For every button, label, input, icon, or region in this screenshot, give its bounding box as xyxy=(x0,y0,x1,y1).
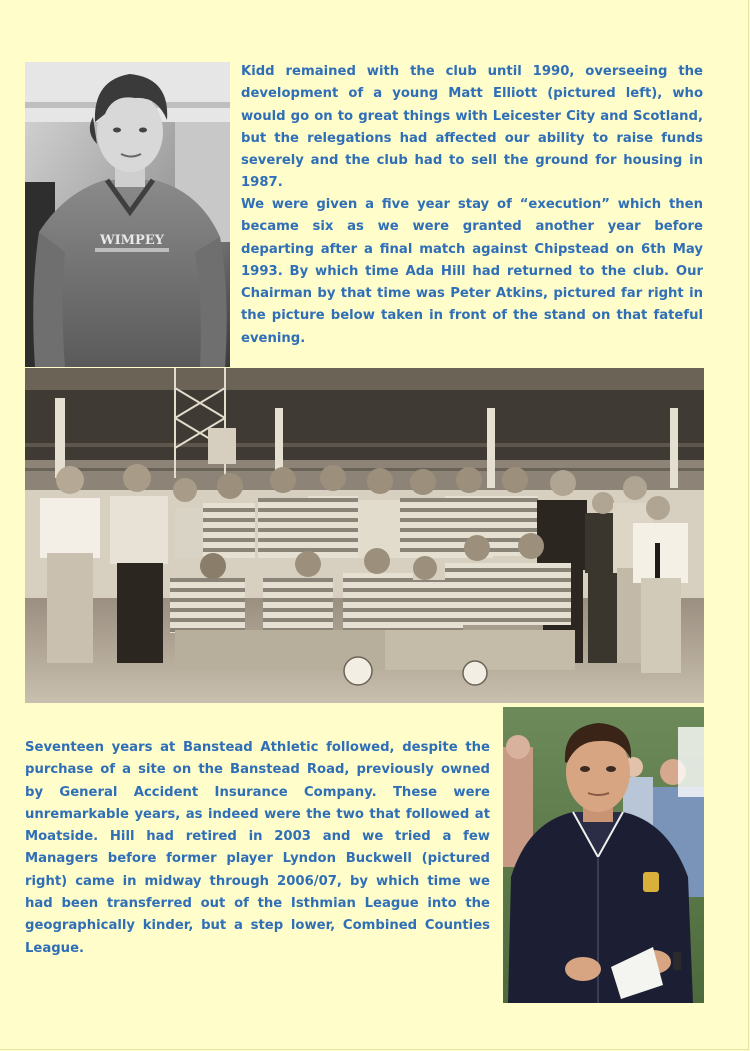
team-photo xyxy=(25,368,704,703)
lyndon-buckwell-photo xyxy=(503,707,704,1003)
paragraph-execution: We were given a five year stay of “execution” which then became six as we were granted another year before departing after a final match against Chipstead on 6th May 1993. By which time Ada Hill had returned to the club. Our Chairman by that time was Peter Atkins, pictured far right in the picture below taken in front of the stand on that fateful evening. xyxy=(241,197,703,346)
paragraph-banstead: Seventeen years at Banstead Athletic followed, despite the purchase of a site on the Banstead Road, previously owned by General Accident Insurance Company. These were unremarkable years, as indeed were the two that followed at Moatside. Hill had retired in 2003 and we tried a few Managers before former player Lyndon Buckwell (pictured right) came in midway through 2006/07, by which time we had been transferred out of the Isthmian League into the geographically kinder, but a step lower, Combined Counties League. xyxy=(25,740,490,956)
shirt-sponsor-text: WIMPEY xyxy=(99,233,165,248)
matt-elliott-photo xyxy=(25,62,230,367)
paragraph-kidd: Kidd remained with the club until 1990, overseeing the development of a young Matt Elliott (pictured left), who would go on to great things with Leicester City and Scotland, but the relegations had affected our ability to raise funds severely and the club had to sell the ground for housing in 1987. xyxy=(241,64,703,191)
